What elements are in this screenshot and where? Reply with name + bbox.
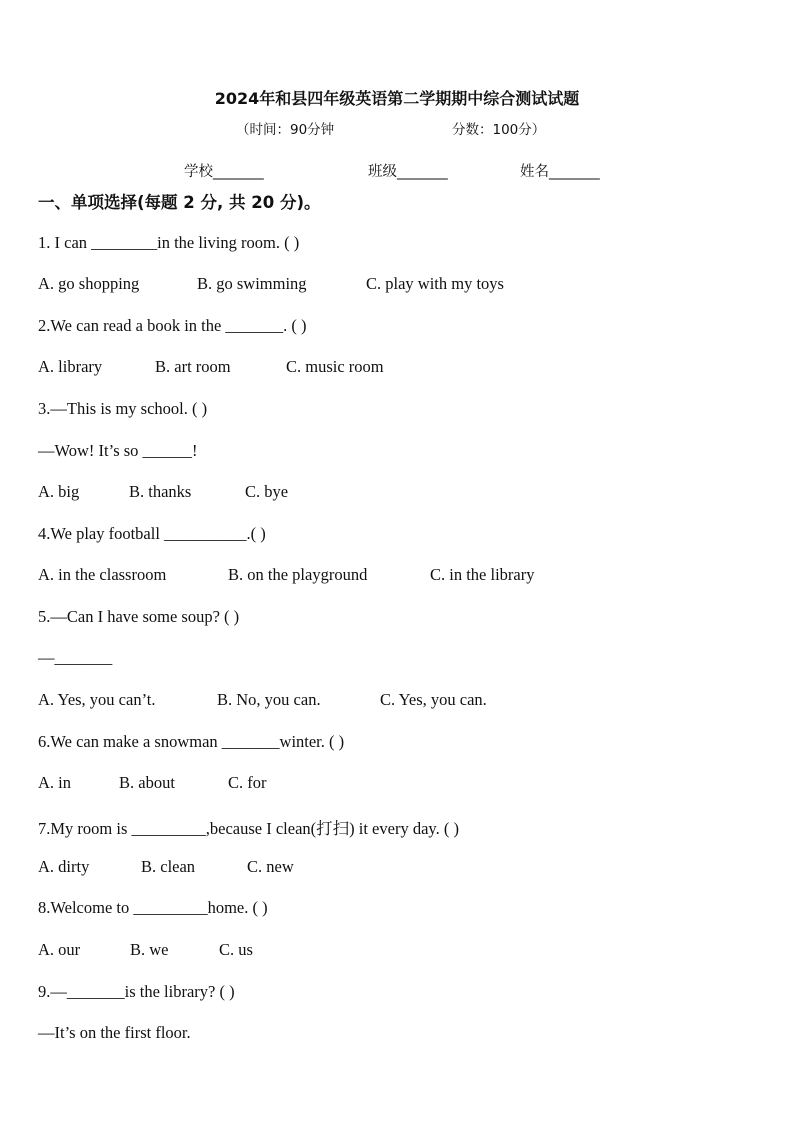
- question-4-stem: 4.We play football __________.( ): [38, 524, 266, 543]
- name-field[interactable]: 姓名_______: [520, 164, 600, 180]
- class-field[interactable]: 班级_______: [368, 164, 448, 180]
- option-b[interactable]: B. thanks: [129, 482, 192, 501]
- question-6-stem: 6.We can make a snowman _______winter. ( ): [38, 732, 345, 751]
- option-a[interactable]: A. library: [38, 357, 103, 376]
- question-3-reply: —Wow! It’s so ______!: [38, 441, 198, 460]
- option-c[interactable]: C. in the library: [430, 565, 535, 584]
- option-c[interactable]: C. Yes, you can.: [380, 690, 487, 709]
- option-c[interactable]: C. new: [247, 857, 294, 876]
- question-1-stem: 1. I can ________in the living room. ( ): [38, 233, 300, 252]
- option-b[interactable]: B. on the playground: [228, 565, 368, 584]
- school-field[interactable]: 学校_______: [184, 164, 264, 180]
- question-2-stem: 2.We can read a book in the _______. ( ): [38, 316, 307, 335]
- question-8-stem: 8.Welcome to _________home. ( ): [38, 898, 268, 917]
- option-a[interactable]: A. dirty: [38, 857, 90, 876]
- option-c[interactable]: C. play with my toys: [366, 274, 504, 293]
- option-a[interactable]: A. Yes, you can’t.: [38, 690, 156, 709]
- option-c[interactable]: C. bye: [245, 482, 289, 501]
- page-title: 2024年和县四年级英语第二学期期中综合测试试题: [214, 89, 580, 108]
- question-7-stem: 7.My room is _________,because I clean(打扫) it every day. ( ): [38, 819, 459, 838]
- question-9-reply: —It’s on the first floor.: [38, 1023, 191, 1042]
- option-b[interactable]: B. art room: [155, 357, 231, 376]
- option-a[interactable]: A. our: [38, 940, 81, 959]
- option-a[interactable]: A. in the classroom: [38, 565, 167, 584]
- option-c[interactable]: C. music room: [286, 357, 384, 376]
- option-b[interactable]: B. No, you can.: [217, 690, 321, 709]
- score-info: 分数：100分）: [452, 122, 546, 138]
- time-info: （时间：90分钟: [236, 122, 335, 138]
- option-c[interactable]: C. for: [228, 773, 267, 792]
- question-3-stem: 3.—This is my school. ( ): [38, 399, 208, 418]
- section-heading: 一、单项选择(每题 2 分, 共 20 分)。: [38, 193, 321, 212]
- option-c[interactable]: C. us: [219, 940, 253, 959]
- option-a[interactable]: A. big: [38, 482, 80, 501]
- option-b[interactable]: B. about: [119, 773, 175, 792]
- option-a[interactable]: A. in: [38, 773, 71, 792]
- option-b[interactable]: B. clean: [141, 857, 196, 876]
- question-9-stem: 9.—_______is the library? ( ): [38, 982, 235, 1001]
- option-b[interactable]: B. we: [130, 940, 169, 959]
- exam-info: [236, 118, 546, 138]
- option-b[interactable]: B. go swimming: [197, 274, 307, 293]
- option-a[interactable]: A. go shopping: [38, 274, 140, 293]
- question-5-reply: —_______: [38, 648, 113, 667]
- question-5-stem: 5.—Can I have some soup? ( ): [38, 607, 240, 626]
